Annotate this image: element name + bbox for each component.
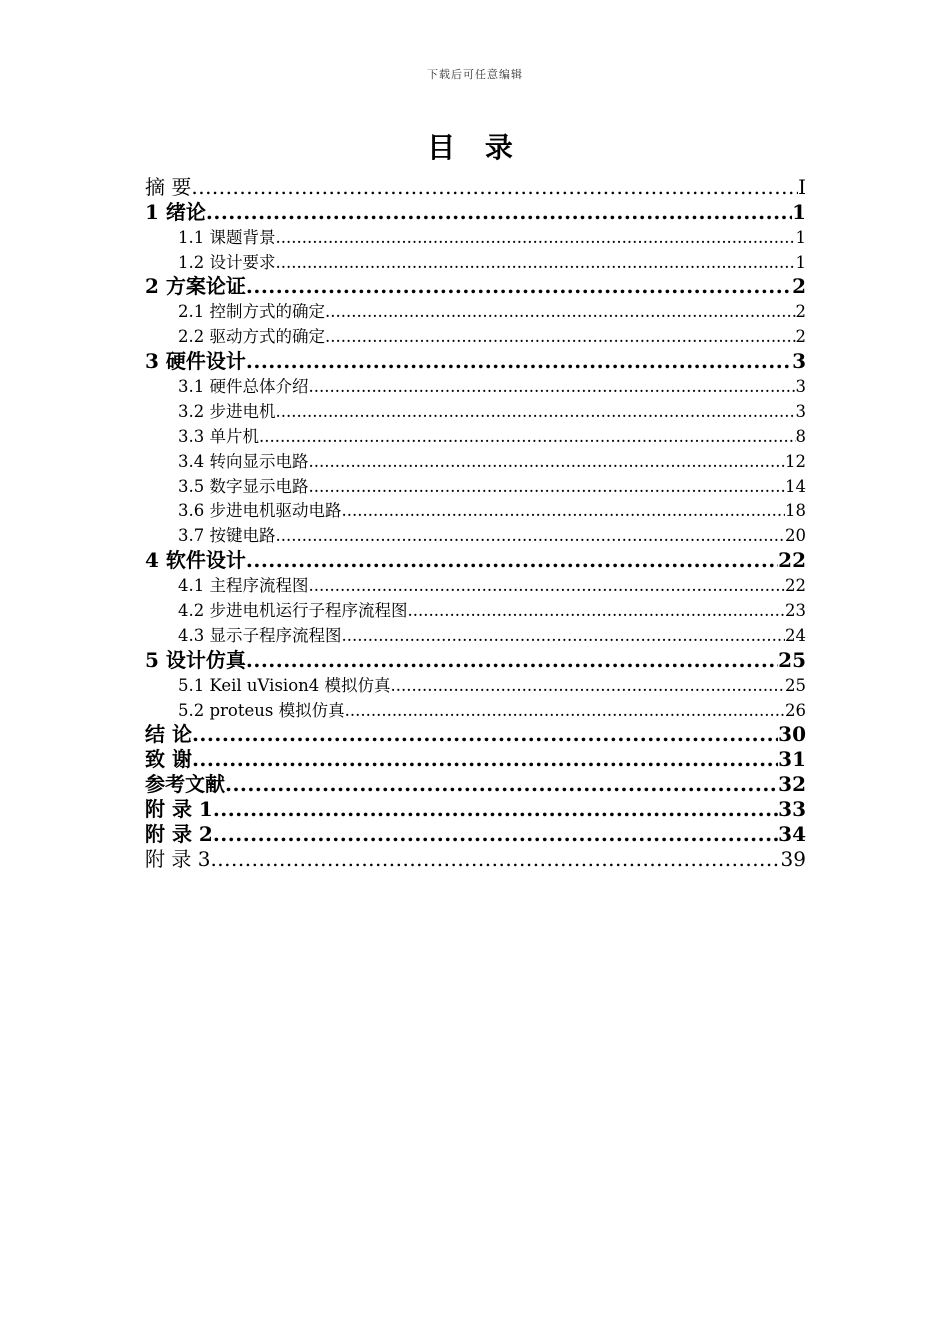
toc-dot-leader [259,426,796,448]
toc-entry[interactable] [145,771,806,796]
toc-entry-page-number: 2 [795,327,806,347]
toc-entry-label: 致 谢 [145,747,192,772]
toc-dot-leader [309,575,786,597]
toc-entry-page-number: 26 [785,700,806,720]
toc-dot-leader [342,625,786,647]
toc-entry-label: 3.7 按键电路 [178,526,276,546]
toc-dot-leader [325,326,796,348]
toc-entry[interactable] [145,199,806,224]
toc-entry[interactable] [145,597,806,622]
toc-dot-leader [408,600,786,622]
toc-entry-page-number: 30 [778,722,806,747]
toc-entry-label: 2.2 驱动方式的确定 [178,327,325,347]
toc-entry[interactable] [145,298,806,323]
toc-entry-label: 1.1 课题背景 [178,227,276,247]
toc-entry-page-number: 39 [780,846,806,871]
toc-entry-page-number: 2 [795,302,806,322]
toc-dot-leader [225,772,778,796]
toc-entry-page-number: 18 [785,501,806,521]
toc-entry-page-number: 32 [778,772,806,797]
toc-entry[interactable] [145,846,806,871]
toc-entry-page-number: 3 [792,349,806,374]
toc-entry-page-number: 2 [792,274,806,299]
toc-entry[interactable] [145,796,806,821]
toc-entry[interactable] [145,274,806,299]
toc-entry[interactable] [145,522,806,547]
toc-entry-page-number: 25 [785,675,806,695]
toc-dot-leader [213,822,778,846]
toc-entry[interactable] [145,323,806,348]
toc-dot-leader [206,200,792,224]
toc-entry-page-number: I [798,174,806,199]
toc-dot-leader [325,301,796,323]
toc-entry-page-number: 1 [792,199,806,224]
toc-entry-page-number: 22 [785,576,806,596]
toc-dot-leader [276,525,786,547]
toc-dot-leader [192,722,778,746]
toc-dot-leader [276,227,796,249]
toc-entry-label: 4.3 显示子程序流程图 [178,625,342,645]
toc-entry-label: 1.2 设计要求 [178,252,276,272]
toc-entry[interactable] [145,821,806,846]
toc-entry-page-number: 22 [778,548,806,573]
toc-entry[interactable] [145,622,806,647]
toc-entry[interactable] [145,647,806,672]
toc-entry-page-number: 12 [785,451,806,471]
toc-entry-label: 3.4 转向显示电路 [178,451,309,471]
toc-entry-label: 参考文献 [145,772,225,797]
toc-dot-leader [210,847,780,871]
toc-entry-page-number: 25 [778,647,806,672]
toc-dot-leader [345,700,785,722]
toc-entry[interactable] [145,448,806,473]
toc-dot-leader [391,675,785,697]
toc-entry-label: 2.1 控制方式的确定 [178,302,325,322]
toc-dot-leader [246,548,778,572]
toc-entry-page-number: 24 [785,625,806,645]
toc-entry-label: 5.1 Keil uVision4 模拟仿真 [178,675,391,695]
toc-entry-label: 3 硬件设计 [145,349,246,374]
toc-entry[interactable] [145,249,806,274]
toc-entry-label: 5 设计仿真 [145,647,246,672]
toc-entry-label: 4.1 主程序流程图 [178,576,309,596]
toc-entry[interactable] [145,672,806,697]
toc-dot-leader [342,500,786,522]
page-header-note: 下载后可任意编辑 [427,68,523,81]
toc-entry-page-number: 33 [778,797,806,822]
toc-entry-label: 3.6 步进电机驱动电路 [178,501,342,521]
toc-title: 目 录 [427,131,523,164]
toc-entry-page-number: 23 [785,601,806,621]
toc-entry[interactable] [145,697,806,722]
toc-entry-label: 3.3 单片机 [178,426,259,446]
toc-entry-page-number: 3 [795,377,806,397]
toc-entry[interactable] [145,547,806,572]
toc-entry[interactable] [145,722,806,747]
toc-entry-page-number: 14 [785,476,806,496]
toc-entry-page-number: 1 [795,252,806,272]
toc-entry-label: 1 绪论 [145,199,206,224]
toc-entry-label: 4.2 步进电机运行子程序流程图 [178,601,408,621]
toc-entry-page-number: 3 [795,401,806,421]
toc-entry-label: 3.2 步进电机 [178,401,276,421]
toc-entry-label: 3.5 数字显示电路 [178,476,309,496]
table-of-contents [145,174,806,871]
toc-entry-label: 结 论 [145,722,192,747]
toc-entry[interactable] [145,373,806,398]
toc-dot-leader [309,476,786,498]
toc-entry[interactable] [145,398,806,423]
toc-entry-page-number: 8 [795,426,806,446]
toc-entry-label: 4 软件设计 [145,548,246,573]
toc-entry[interactable] [145,498,806,523]
toc-entry[interactable] [145,473,806,498]
toc-entry[interactable] [145,746,806,771]
toc-entry[interactable] [145,348,806,373]
toc-entry-label: 摘 要 [145,174,192,199]
toc-dot-leader [246,349,792,373]
toc-entry[interactable] [145,224,806,249]
toc-entry-label: 5.2 proteus 模拟仿真 [178,700,345,720]
toc-entry-label: 2 方案论证 [145,274,246,299]
toc-entry-page-number: 31 [778,747,806,772]
toc-dot-leader [246,274,792,298]
toc-dot-leader [276,252,796,274]
toc-dot-leader [246,648,778,672]
toc-entry-label: 3.1 硬件总体介绍 [178,377,309,397]
toc-dot-leader [309,376,796,398]
toc-entry-page-number: 1 [795,227,806,247]
toc-dot-leader [213,797,778,821]
toc-dot-leader [192,747,778,771]
toc-dot-leader [191,175,798,199]
toc-entry-label: 附 录 3 [145,846,211,871]
toc-entry-label: 附 录 1 [145,797,213,822]
toc-entry[interactable] [145,572,806,597]
toc-entry[interactable] [145,423,806,448]
toc-entry[interactable] [145,174,806,199]
toc-entry-page-number: 34 [778,822,806,847]
toc-entry-label: 附 录 2 [145,822,213,847]
toc-entry-page-number: 20 [785,526,806,546]
toc-dot-leader [276,401,796,423]
toc-dot-leader [309,451,786,473]
